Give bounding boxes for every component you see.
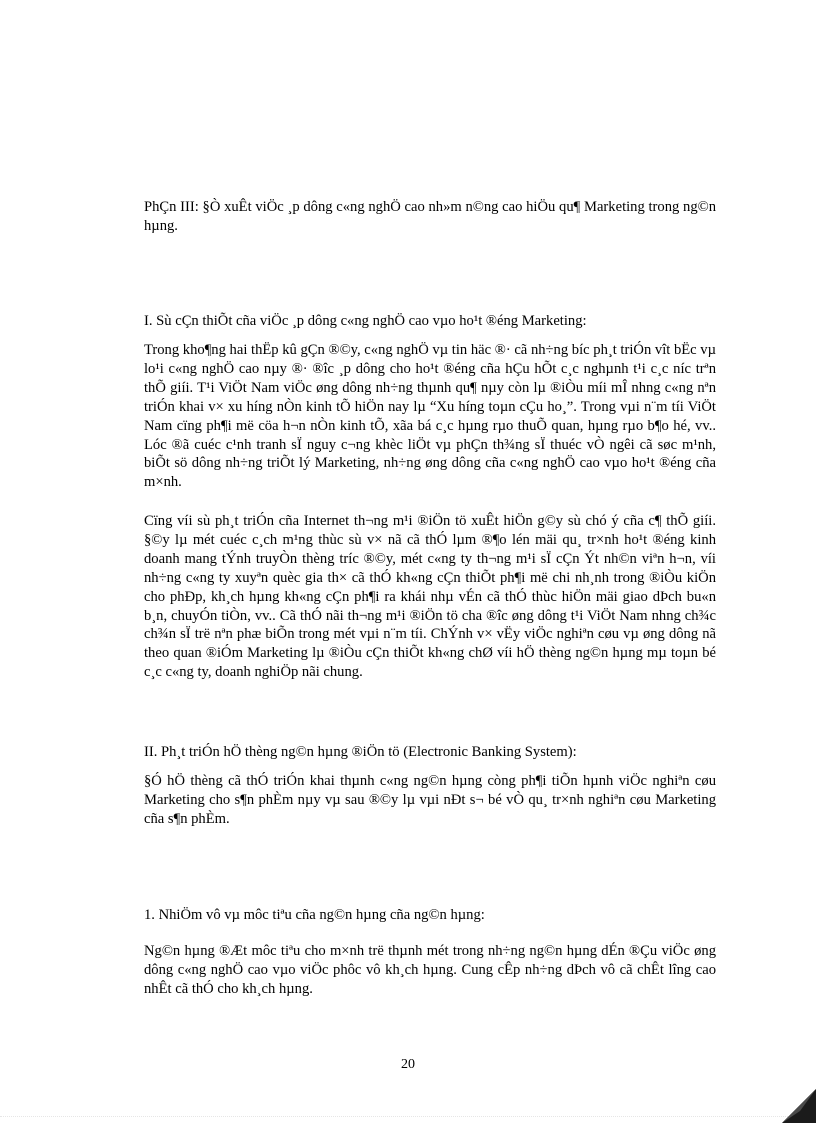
page-edge-divider (0, 1116, 816, 1117)
body-paragraph-4: Ng©n hµng ®Æt môc tiªu cho m×nh trë thµnh mét trong nh÷ng ng©n hµng dÉn ®Çu viÖc øng dông c«ng nghÖ cao vµo viÖc phôc vô kh¸ch hµng. Cung cÊp nh÷ng dÞch vô cã chÊt lîng cao nhÊt cã thÓ cho kh¸ch hµng. (144, 943, 716, 997)
section-heading-1: I. Sù cÇn thiÕt cña viÖc ¸p dông c«ng nghÖ cao vµo ho¹t ®éng Marketing: (144, 313, 587, 329)
section-heading-2: II. Ph¸t triÓn hÖ thèng ng©n hµng ®iÖn tö (Electronic Banking System): (144, 744, 577, 760)
page-corner-fold (776, 1083, 816, 1123)
body-paragraph-1: Trong kho¶ng hai thËp kû gÇn ®©y, c«ng nghÖ vµ tin häc ®· cã nh÷ng bíc ph¸t triÓn vît bËc vµ lo¹i c«ng nghÖ cao nµy ®· ®îc ¸p dông cho ho¹t ®éng cña hÇu hÕt c¸c nghµnh t¹i c¸c níc trªn thÕ giíi. T¹i ViÖt Nam viÖc øng dông nh÷ng thµnh qu¶ nµy còn lµ ®iÒu míi mÎ nhng c«ng nªn triÓn khai v× xu híng nÒn kinh tÕ hiÖn nay lµ “Xu híng toµn cÇu ho¸”. Trong vµi n¨m tíi ViÖt Nam cïng ph¶i më cöa h¬n nÒn kinh tÕ, xãa bá c¸c hµng rµo thuÕ quan, hµng rµo b¶o hé, vv.. Lóc ®ã cuéc c¹nh tranh sÏ nguy c¬ng khèc liÖt vµ phÇn th¾ng sÏ thuéc vÒ ngêi cã søc m¹nh, biÕt sö dông nh÷ng triÕt lý Marketing, nh÷ng øng dông cña c«ng nghÖ cao vµo ho¹t ®éng cña m×nh. (144, 342, 716, 491)
page-number: 20 (401, 1057, 415, 1072)
part-heading: PhÇn III: §Ò xuÊt viÖc ¸p dông c«ng nghÖ cao nh»m n©ng cao hiÖu qu¶ Marketing trong ng©n hµng. (144, 199, 716, 234)
body-paragraph-2: Cïng víi sù ph¸t triÓn cña Internet th¬ng m¹i ®iÖn tö xuÊt hiÖn g©y sù chó ý cña c¶ thÕ giíi. §©y lµ mét cuéc c¸ch m¹ng thùc sù v× nã cã thÓ lµm ®¶o lén mäi qu¸ tr×nh ho¹t ®éng kinh doanh mang tÝnh truyÒn thèng tríc ®©y, mét c«ng ty th¬ng m¹i sÏ cÇn Ýt nh©n viªn h¬n, víi nh÷ng c«ng ty xuyªn quèc gia th× cã thÓ kh«ng cÇn thiÕt ph¶i më chi nh¸nh trong ®iÒu kiÖn cho phÐp, kh¸ch hµng kh«ng cÇn ph¶i ra khái nhµ vÉn cã thÓ thùc hiÖn mäi giao dÞch bu«n b¸n, chuyÓn tiÒn, vv.. Cã thÓ nãi th¬ng m¹i ®iÖn tö cha ®îc øng dông t¹i ViÖt Nam nhng ch¾c ch¾n sÏ trë nªn phæ biÕn trong mét vµi n¨m tíi. ChÝnh v× vËy viÖc nghiªn cøu vµ øng dông nã theo quan ®iÓm Marketing lµ ®iÒu cÇn thiÕt kh«ng chØ víi hÖ thèng ng©n hµng mµ toµn bé c¸c c«ng ty, doanh nghiÖp nãi chung. (144, 513, 716, 681)
subsection-heading-1: 1. NhiÖm vô vµ môc tiªu cña ng©n hµng cña ng©n hµng: (144, 907, 485, 923)
body-paragraph-3: §Ó hÖ thèng cã thÓ triÓn khai thµnh c«ng ng©n hµng còng ph¶i tiÕn hµnh viÖc nghiªn cøu Marketing cho s¶n phÈm nµy vµ sau ®©y lµ vµi nÐt s¬ bé vÒ qu¸ tr×nh nghiªn cøu Marketing cña s¶n phÈm. (144, 773, 716, 827)
